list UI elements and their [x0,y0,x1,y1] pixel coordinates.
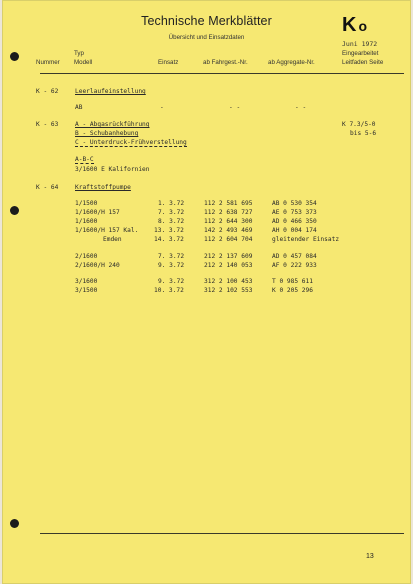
row-model: Emden [103,236,122,243]
row-einsatz: 7. 3.72 [158,253,185,260]
row-fahrgest: 112 2 581 695 [204,200,253,207]
column-modell: Modell [74,59,93,66]
row-aggregate: T 0 985 611 [272,278,313,285]
column-nummer: Nummer [36,59,60,66]
row-model: 1/1500 [75,200,98,207]
row-aggregate: AE 0 753 373 [272,209,317,216]
row-einsatz: 9. 3.72 [158,262,185,269]
section-number-k64: K - 64 [36,184,59,191]
page-title: Technische Merkblätter [141,14,272,28]
k63-ref-1: K 7.3/5-0 [342,121,376,128]
row-model: 3/1600 [75,278,98,285]
row-aggregate: AH 0 004 174 [272,227,317,234]
row-fahrgest: 312 2 100 453 [204,278,253,285]
row-fahrgest: 112 2 638 727 [204,209,253,216]
header-date: Juni 1972 [342,40,378,48]
k63-sub-heading: A-B-C [75,156,94,163]
logo-k: K [342,14,359,36]
row-fahrgest: 212 2 140 053 [204,262,253,269]
column-aggregate: ab Aggregate-Nr. [268,59,315,66]
column-leitfaden: Leitfaden Seite [342,59,384,66]
section-number-k63: K - 63 [36,121,59,128]
row-fahrgest: 112 2 604 704 [204,236,253,243]
punch-hole-bottom [10,519,19,528]
row-model: 1/1600/H 157 Kal. [75,227,139,234]
k63-ref-2: bis 5-6 [350,130,377,137]
column-fahrgest: ab Fahrgest.-Nr. [203,59,248,66]
k62-aggregate: - - [295,104,307,111]
row-aggregate: gleitender Einsatz [272,236,340,243]
row-einsatz: 9. 3.72 [158,278,185,285]
k62-model: AB [75,104,83,111]
row-fahrgest: 112 2 644 300 [204,218,253,225]
column-typ: Typ [74,50,84,57]
row-einsatz: 8. 3.72 [158,218,185,225]
row-model: 1/1600 [75,218,98,225]
punch-hole-middle [10,206,19,215]
footer-rule [40,533,404,534]
k63-item-c: C - Unterdruck-Frühverstellung [75,139,187,146]
k63-sub-row: 3/1600 E Kalifornien [75,166,150,173]
row-model: 3/1500 [75,287,98,294]
section-title-k62: Leerlaufeinstellung [75,88,146,95]
row-aggregate: AF 0 222 933 [272,262,317,269]
k62-fahrgest: - - [229,104,241,111]
row-einsatz: 14. 3.72 [154,236,184,243]
row-aggregate: K 0 205 296 [272,287,313,294]
page-number: 13 [366,553,374,560]
section-number-k62: K - 62 [36,88,59,95]
k62-einsatz: - [160,104,164,111]
row-aggregate: AD 0 457 084 [272,253,317,260]
page-header [2,0,411,80]
page-subtitle: Übersicht und Einsatzdaten [168,34,245,41]
row-model: 2/1600 [75,253,98,260]
row-einsatz: 10. 3.72 [154,287,184,294]
section-title-k64: Kraftstoffpumpe [75,184,131,191]
row-einsatz: 1. 3.72 [158,200,185,207]
row-einsatz: 7. 3.72 [158,209,185,216]
row-einsatz: 13. 3.72 [154,227,184,234]
k63-item-a: A - Abgasrückführung [75,121,150,128]
logo-o: o [358,18,370,34]
row-fahrgest: 312 2 102 553 [204,287,253,294]
k63-item-b: B - Schubanhebung [75,130,139,137]
ko-logo [342,14,369,37]
row-aggregate: AB 0 530 354 [272,200,317,207]
document-page [2,0,411,584]
row-model: 2/1600/H 240 [75,262,120,269]
column-einsatz: Einsatz [158,59,179,66]
row-model: 1/1600/H 157 [75,209,120,216]
header-rule [40,73,404,74]
status-label: Eingearbeitet [342,50,379,57]
row-fahrgest: 142 2 493 469 [204,227,253,234]
row-aggregate: AD 0 466 350 [272,218,317,225]
row-fahrgest: 212 2 137 609 [204,253,253,260]
